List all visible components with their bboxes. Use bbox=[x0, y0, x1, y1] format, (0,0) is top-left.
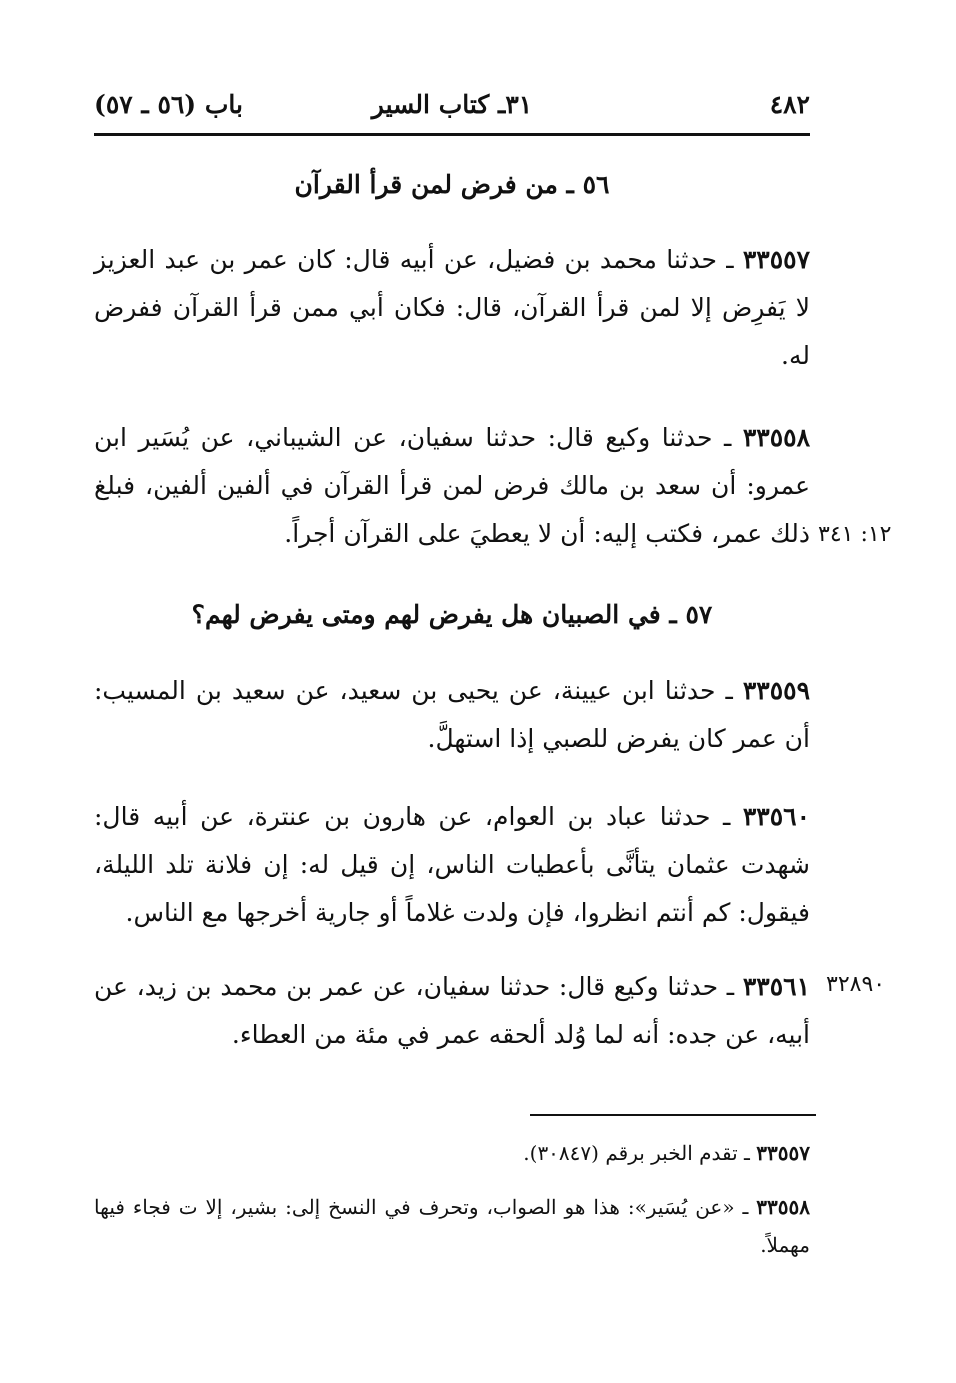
entry-33559 bbox=[94, 667, 810, 763]
footnote-rule bbox=[530, 1114, 816, 1116]
entry-33557 bbox=[94, 236, 810, 380]
book-title: ٣١ـ كتاب السير bbox=[371, 90, 533, 119]
entry-number: ٣٣٥٦٠ bbox=[742, 802, 810, 831]
entry-text: ـ حدثنا وكيع قال: حدثنا سفيان، عن عمر بن محمد بن زيد، عن أبيه، عن جده: أنه لما وُلد ألحقه عمر في مئة من العطاء. bbox=[94, 972, 810, 1049]
section-heading-56: ٥٦ ـ من فرض لمن قرأ القرآن bbox=[294, 170, 610, 199]
footnote-number: ٣٣٥٥٧ bbox=[756, 1141, 810, 1165]
entry-text: ـ حدثنا عباد بن العوام، عن هارون بن عنترة، عن أبيه قال: شهدت عثمان يتأنَّى بأعطيات الناس، إن قيل له: إن فلانة تلد الليلة، فيقول: كم أنتم انظروا، فإن ولدت غلاماً أو جارية أخرجها مع الناس. bbox=[94, 802, 810, 927]
footnote-text: ـ تقدم الخبر برقم (٣٠٨٤٧). bbox=[523, 1141, 757, 1165]
footnote-33558 bbox=[94, 1188, 810, 1264]
footnote-number: ٣٣٥٥٨ bbox=[756, 1195, 810, 1219]
entry-number: ٣٣٥٥٨ bbox=[742, 423, 810, 452]
page-number: ٤٨٢ bbox=[769, 90, 810, 119]
footnote-33557 bbox=[94, 1134, 810, 1172]
entry-number: ٣٣٥٦١ bbox=[742, 972, 810, 1001]
entry-text: ـ حدثنا وكيع قال: حدثنا سفيان، عن الشيباني، عن يُسَير ابن عمرو: أن سعد بن مالك فرض لمن قرأ القرآن في ألفين ألفين، فبلغ ذلك عمر، فكتب إليه: أن لا يعطيَ على القرآن أجراً. bbox=[94, 423, 810, 548]
margin-reference: ٣٢٨٩٠ bbox=[826, 972, 886, 997]
footnote-text: ـ «عن يُسَير»: هذا هو الصواب، وتحرف في النسخ إلى: بشير، إلا ت فجاء فيها مهملاً. bbox=[94, 1195, 810, 1257]
header-rule bbox=[94, 133, 810, 136]
entry-33561 bbox=[94, 963, 810, 1059]
entry-33558 bbox=[94, 414, 810, 558]
margin-reference: ١٢: ٣٤١ bbox=[818, 522, 892, 547]
entry-text: ـ حدثنا ابن عيينة، عن يحيى بن سعيد، عن سعيد بن المسيب: أن عمر كان يفرض للصبي إذا استهلَّ. bbox=[94, 676, 810, 753]
entry-33560 bbox=[94, 793, 810, 937]
entry-number: ٣٣٥٥٧ bbox=[742, 245, 810, 274]
entry-number: ٣٣٥٥٩ bbox=[742, 676, 810, 705]
chapter-range: باب (٥٦ ـ ٥٧) bbox=[94, 90, 243, 119]
section-heading-57: ٥٧ ـ في الصبيان هل يفرض لهم ومتى يفرض لهم؟ bbox=[191, 600, 713, 629]
page-header bbox=[94, 90, 810, 130]
entry-text: ـ حدثنا محمد بن فضيل، عن أبيه قال: كان عمر بن عبد العزيز لا يَفرِض إلا لمن قرأ القرآن، قال: فكان أبي ممن قرأ القرآن ففرض له. bbox=[94, 245, 810, 370]
